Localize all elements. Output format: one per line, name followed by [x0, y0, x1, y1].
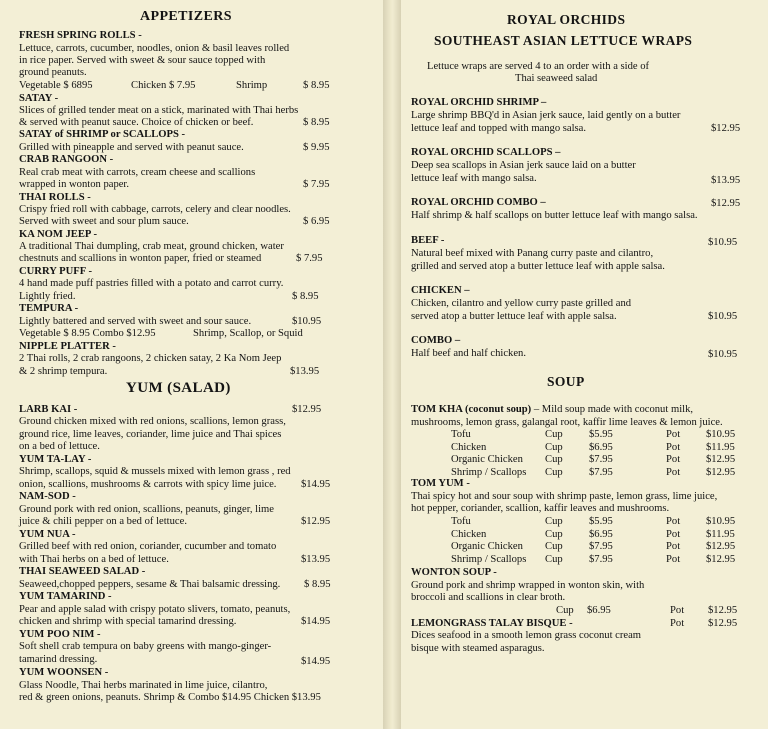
item-desc: Soft shell crab tempura on baby greens with mango-ginger- [19, 641, 272, 652]
item-price: Chicken $ 7.95 [131, 80, 196, 91]
item-desc: with Thai herbs on a bed of lettuce. [19, 554, 169, 565]
item-desc: broccoli and scallions in clear broth. [411, 592, 566, 603]
item-price: $12.95 [301, 516, 331, 527]
item-desc: 2 Thai rolls, 2 crab rangoons, 2 chicken satay, 2 Ka Nom Jeep [19, 353, 282, 364]
pot-price: $12.95 [708, 605, 738, 616]
item-name: LARB KAI - [19, 404, 78, 415]
item-desc: Half shrimp & half scallops on butter lettuce leaf with mango salsa. [411, 210, 698, 221]
soup-variant: Tofu [451, 516, 471, 527]
cup-price: $6.95 [589, 441, 613, 453]
wraps-intro: Thai seaweed salad [515, 73, 598, 84]
cup-label: Cup [545, 541, 563, 553]
item-price: $12.95 [711, 198, 741, 209]
item-desc: red & green onions, peanuts. Shrimp & Combo $14.95 Chicken $13.95 [19, 692, 321, 703]
pot-label: Pot [666, 541, 681, 553]
item-desc: Half beef and half chicken. [411, 348, 527, 359]
item-name: COMBO – [411, 335, 461, 346]
item-price: $ 9.95 [303, 142, 330, 153]
pot-label: Pot [666, 429, 681, 440]
pot-label: Pot [666, 467, 681, 479]
item-desc: wrapped in wonton paper. [19, 179, 130, 190]
cup-price: $5.95 [589, 516, 613, 527]
cup-label: Cup [545, 528, 563, 540]
pot-price: $10.95 [706, 429, 736, 440]
item-price: $10.95 [708, 311, 738, 322]
cup-label: Cup [545, 467, 563, 479]
item-desc: Slices of grilled tender meat on a stick, marinated with Thai herbs [19, 105, 299, 116]
item-desc: Ground pork and shrimp wrapped in wonton skin, with [411, 580, 645, 591]
item-desc: Ground pork with red onion, scallions, peanuts, ginger, lime [19, 504, 274, 515]
item-price: $14.95 [301, 479, 331, 490]
item-desc: Thai spicy hot and sour soup with shrimp paste, lemon grass, lime juice, [411, 491, 718, 502]
item-desc: Deep sea scallops in Asian jerk sauce laid on a butter [411, 160, 636, 171]
item-desc: Dices seafood in a smooth lemon grass coconut cream [411, 630, 642, 641]
item-name: LEMONGRASS TALAY BISQUE - [411, 618, 573, 629]
item-price: $ 8.95 [304, 579, 331, 590]
item-desc: Real crab meat with carrots, cream cheese and scallions [19, 167, 256, 178]
item-desc: in rice paper. Served with sweet & sour sauce topped with [19, 55, 266, 66]
item-name: ROYAL ORCHID SCALLOPS – [411, 147, 561, 158]
item-desc: ground rice, lime leaves, coriander, lime juice and Thai spices [19, 429, 282, 440]
item-name: ROYAL ORCHID SHRIMP – [411, 97, 547, 108]
item-desc: grilled and served atop a butter lettuce leaf with apple salsa. [411, 261, 665, 272]
item-price: $13.95 [301, 554, 331, 565]
item-desc: Crispy fried roll with cabbage, carrots, celery and clear noodles. [19, 204, 291, 215]
item-name: YUM POO NIM - [19, 629, 101, 640]
pot-price: $12.95 [706, 467, 736, 479]
pot-label: Pot [666, 554, 681, 566]
item-price: $10.95 [708, 349, 738, 360]
item-name: CURRY PUFF - [19, 266, 92, 277]
pot-label: Pot [670, 605, 685, 616]
item-desc: 4 hand made puff pastries filled with a potato and carrot curry. [19, 278, 284, 289]
item-price: $13.95 [711, 175, 741, 186]
pot-price: $11.95 [706, 528, 735, 540]
item-desc: Lettuce, carrots, cucumber, noodles, onion & basil leaves rolled [19, 43, 290, 54]
item-desc: juice & chili pepper on a bed of lettuce. [19, 516, 187, 527]
lettuce-wraps-heading: ROYAL ORCHIDS [507, 12, 626, 27]
item-name: YUM NUA - [19, 529, 76, 540]
item-title-line [411, 404, 693, 416]
soup-variant: Shrimp / Scallops [451, 554, 527, 566]
item-desc: chestnuts and scallions in wonton paper, fried or steamed [19, 253, 262, 264]
cup-label: Cup [545, 429, 563, 440]
item-price: $ 8.95 [303, 80, 330, 91]
item-price: $ 7.95 [303, 179, 330, 190]
wraps-intro: Lettuce wraps are served 4 to an order with a side of [427, 61, 650, 72]
menu-spine [383, 0, 401, 729]
pot-price: $10.95 [706, 516, 736, 527]
item-desc: Glass Noodle, Thai herbs marinated in lime juice, cilantro, [19, 680, 268, 691]
item-name: YUM WOONSEN - [19, 667, 109, 678]
pot-price: $12.95 [706, 554, 736, 566]
soup-variant: Chicken [451, 528, 487, 540]
item-name: SATAY - [19, 93, 59, 104]
item-name: TEMPURA - [19, 303, 79, 314]
cup-label: Cup [545, 516, 563, 527]
item-price: $ 7.95 [296, 253, 323, 264]
item-name: CRAB RANGOON - [19, 154, 114, 165]
item-name: YUM TAMARIND - [19, 591, 112, 602]
item-name: BEEF - [411, 235, 445, 246]
item-desc: served atop a butter lettuce leaf with apple salsa. [411, 311, 617, 322]
cup-label: Cup [545, 441, 563, 453]
item-name: YUM TA-LAY - [19, 454, 92, 465]
item-desc: Natural beef mixed with Panang curry paste and cilantro, [411, 248, 654, 259]
right-menu-page [401, 0, 768, 729]
item-name: FRESH SPRING ROLLS - [19, 30, 142, 41]
item-desc: tamarind dressing. [19, 654, 98, 665]
item-price: $10.95 [292, 316, 322, 327]
item-desc: Shrimp, scallops, squid & mussels mixed with lemon grass , red [19, 466, 291, 477]
soup-variant: Shrimp / Scallops [451, 467, 527, 479]
item-desc: & served with peanut sauce. Choice of chicken or beef. [19, 117, 254, 128]
item-desc: – Mild soup made with coconut milk, [531, 404, 694, 415]
item-price: $ 6.95 [303, 216, 330, 227]
pot-label: Pot [670, 618, 685, 629]
cup-price: $7.95 [589, 467, 613, 479]
left-menu-page [0, 0, 383, 729]
item-desc: Seaweed,chopped peppers, sesame & Thai balsamic dressing. [19, 579, 281, 590]
item-desc: on a bed of lettuce. [19, 441, 100, 452]
soup-variant: Organic Chicken [451, 541, 523, 553]
item-desc: Grilled beef with red onion, coriander, cucumber and tomato [19, 541, 277, 552]
item-price: $ 8.95 [303, 117, 330, 128]
item-desc: Grilled with pineapple and served with peanut sauce. [19, 142, 244, 153]
cup-price: $7.95 [589, 454, 613, 466]
item-desc: hot pepper, coriander, scallion, kaffir leaves and mushrooms. [411, 503, 670, 514]
item-name: CHICKEN – [411, 285, 470, 296]
item-price: Vegetable $ 8.95 Combo $12.95 [19, 328, 156, 339]
cup-price: $7.95 [589, 554, 613, 566]
item-desc: Served with sweet and sour plum sauce. [19, 216, 189, 227]
item-price: $12.95 [292, 404, 322, 415]
item-name: NAM-SOD - [19, 491, 76, 502]
pot-price: $12.95 [706, 541, 736, 553]
item-desc: onion, scallions, mushrooms & carrots with spicy lime juice. [19, 479, 277, 490]
item-desc: lettuce leaf and topped with mango salsa. [411, 123, 587, 134]
cup-label: Cup [545, 454, 563, 466]
pot-price: $12.95 [706, 454, 736, 466]
cup-label: Cup [545, 554, 563, 566]
item-price-label: Shrimp [236, 80, 268, 91]
item-name: ROYAL ORCHID COMBO – [411, 197, 546, 208]
item-desc: A traditional Thai dumpling, crab meat, ground chicken, water [19, 241, 284, 252]
pot-price: $11.95 [706, 441, 735, 453]
item-name: TOM KHA (coconut soup) [411, 404, 532, 415]
item-desc: & 2 shrimp tempura. [19, 366, 108, 377]
cup-price: $5.95 [589, 429, 613, 440]
item-name: KA NOM JEEP - [19, 229, 97, 240]
item-desc: Large shrimp BBQ'd in Asian jerk sauce, laid gently on a butter [411, 110, 681, 121]
item-name: TOM YUM - [411, 478, 470, 489]
item-price: Vegetable $ 6895 [19, 80, 93, 91]
item-name: THAI ROLLS - [19, 192, 91, 203]
item-name: WONTON SOUP - [411, 567, 497, 578]
item-name: NIPPLE PLATTER - [19, 341, 116, 352]
soup-heading: SOUP [547, 374, 585, 389]
item-desc: lettuce leaf with mango salsa. [411, 173, 537, 184]
item-price: $14.95 [301, 656, 331, 667]
pot-price: $12.95 [708, 618, 738, 629]
item-desc: bisque with steamed asparagus. [411, 643, 545, 654]
lettuce-wraps-subheading: SOUTHEAST ASIAN LETTUCE WRAPS [434, 33, 693, 48]
soup-variant: Organic Chicken [451, 454, 523, 466]
item-desc: Ground chicken mixed with red onions, scallions, lemon grass, [19, 416, 286, 427]
item-price: $ 8.95 [292, 291, 319, 302]
item-desc: Lightly fried. [19, 291, 76, 302]
item-price: $13.95 [290, 366, 320, 377]
appetizers-heading: APPETIZERS [140, 9, 232, 24]
cup-label: Cup [556, 605, 574, 616]
item-price: $14.95 [301, 616, 331, 627]
item-desc: mushrooms, lemon grass, galangal root, kaffir lime leaves & lemon juice. [411, 417, 723, 428]
yum-salad-heading: YUM (SALAD) [126, 380, 231, 396]
pot-label: Pot [666, 516, 681, 527]
item-desc: Lightly battered and served with sweet and sour sauce. [19, 316, 252, 327]
cup-price: $7.95 [589, 541, 613, 553]
pot-label: Pot [666, 528, 681, 540]
item-desc: Pear and apple salad with crispy potato slivers, tomato, peanuts, [19, 604, 291, 615]
cup-price: $6.95 [589, 528, 613, 540]
item-name: SATAY of SHRIMP or SCALLOPS - [19, 129, 186, 140]
soup-variant: Tofu [451, 429, 471, 440]
item-desc: Chicken, cilantro and yellow curry paste grilled and [411, 298, 632, 309]
pot-label: Pot [666, 454, 681, 466]
item-desc: Shrimp, Scallop, or Squid [193, 328, 303, 339]
item-name: THAI SEAWEED SALAD - [19, 566, 146, 577]
cup-price: $6.95 [587, 605, 611, 616]
item-price: $12.95 [711, 123, 741, 134]
item-desc: ground peanuts. [19, 67, 87, 78]
item-price: $10.95 [708, 237, 738, 248]
pot-label: Pot [666, 441, 681, 453]
item-desc: chicken and shrimp with special tamarind dressing. [19, 616, 237, 627]
soup-variant: Chicken [451, 441, 487, 453]
